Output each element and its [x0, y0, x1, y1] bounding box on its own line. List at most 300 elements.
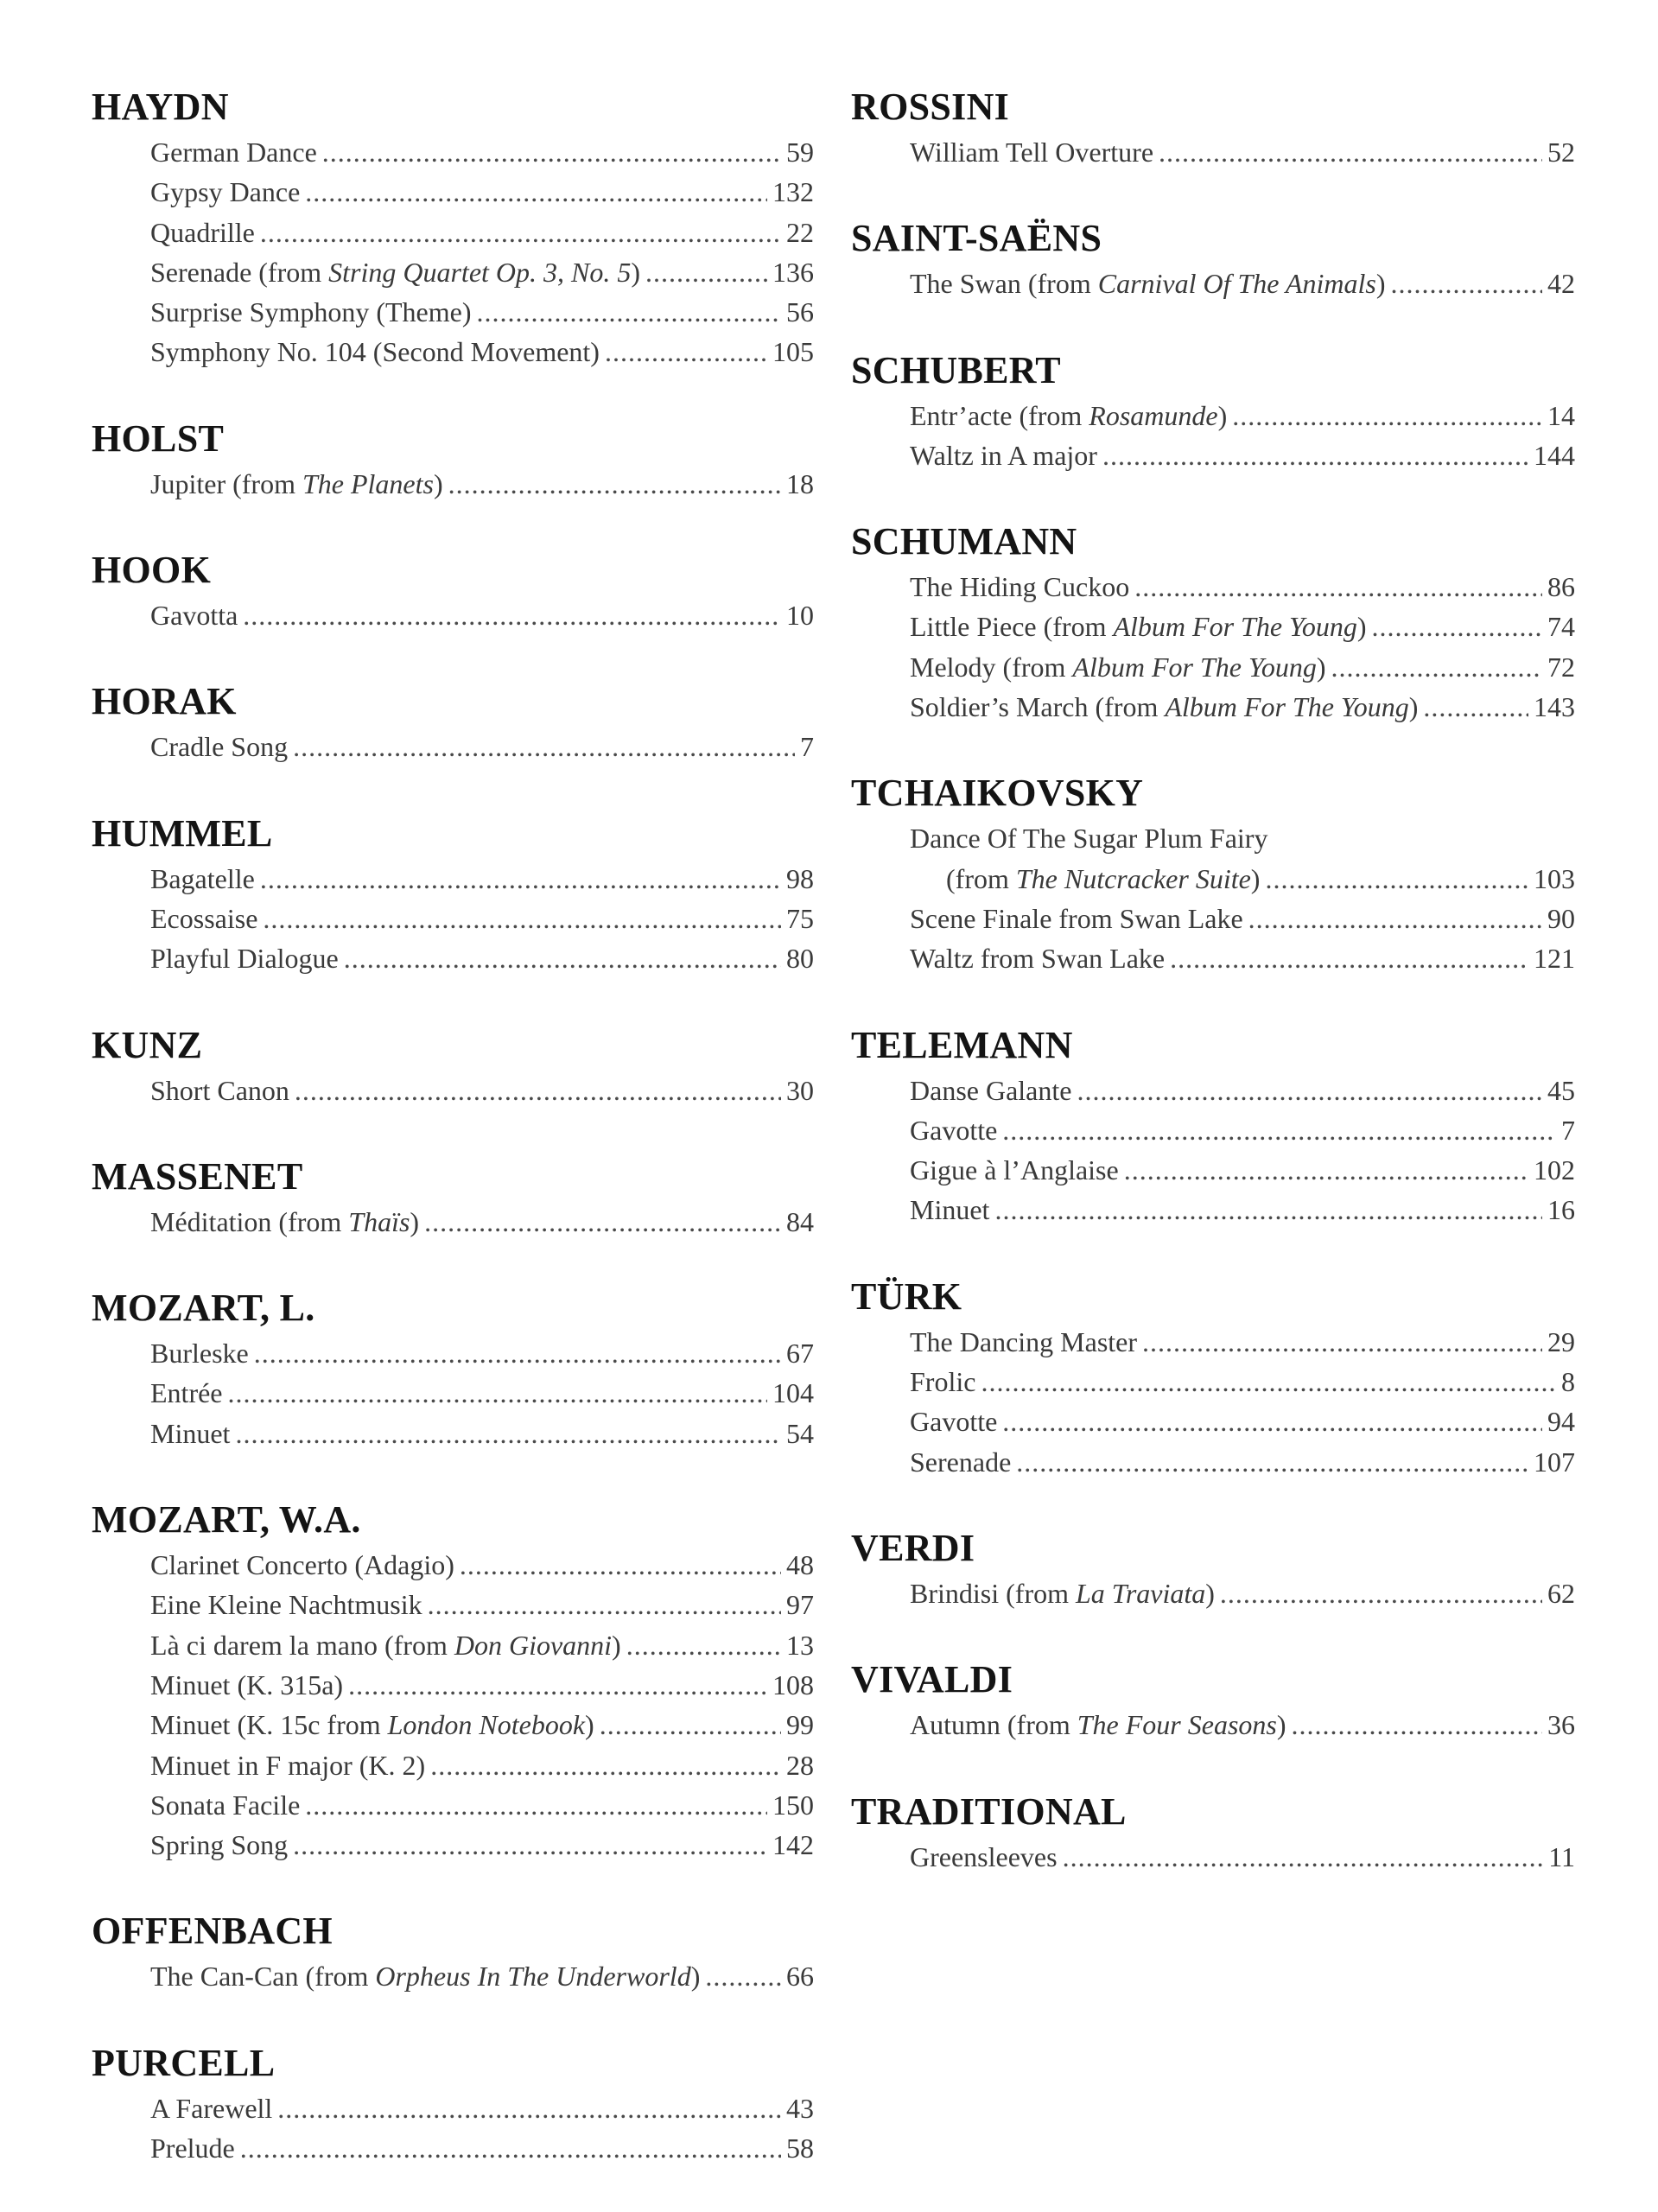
composer-heading: OFFENBACH: [92, 1910, 333, 1953]
dot-leader: [1423, 687, 1528, 727]
piece-title-text: Clarinet Concerto (Adagio): [150, 1549, 454, 1581]
piece-title: [150, 1665, 343, 1705]
composer-section-schubert: [851, 346, 1575, 476]
toc-entry[interactable]: [851, 1837, 1575, 1877]
piece-title: [150, 172, 300, 212]
piece-title: [150, 252, 640, 292]
composer-section-telemann: [851, 1020, 1575, 1230]
page-number: 66: [786, 1961, 814, 1993]
toc-entry[interactable]: [851, 647, 1575, 687]
toc-entry[interactable]: [92, 2128, 814, 2168]
piece-title-text: Little Piece (from: [910, 611, 1114, 643]
piece-source-work: Album For The Young: [1072, 651, 1317, 683]
piece-source-work: Album For The Young: [1165, 691, 1409, 723]
toc-entry[interactable]: [851, 899, 1575, 938]
toc-entry[interactable]: [851, 435, 1575, 475]
page-number: 121: [1534, 943, 1575, 975]
toc-entry[interactable]: [851, 1071, 1575, 1110]
piece-title: [910, 1705, 1286, 1745]
toc-entry[interactable]: [92, 1333, 814, 1373]
page-number: 98: [786, 862, 814, 894]
piece-title-text: The Can-Can (from: [150, 1961, 376, 1993]
piece-title: [150, 1625, 621, 1665]
toc-entry[interactable]: [92, 292, 814, 332]
page-number: 62: [1547, 1577, 1575, 1609]
toc-entry[interactable]: [851, 1110, 1575, 1150]
composer-heading: MOZART, W.A.: [92, 1498, 361, 1541]
composer-section-haydn: [92, 82, 814, 372]
composer-heading: SCHUBERT: [851, 348, 1061, 391]
page-number: 54: [786, 1417, 814, 1449]
toc-entry[interactable]: [92, 859, 814, 899]
toc-entry[interactable]: [92, 2088, 814, 2128]
composer-section-mozart-w-a: [92, 1495, 814, 1865]
piece-title-text: Prelude: [150, 2133, 235, 2164]
composer-section-holst: [92, 414, 814, 504]
piece-title-text: Minuet (K. 315a): [150, 1669, 344, 1700]
dot-leader: [1170, 938, 1528, 978]
page-number: 18: [786, 467, 814, 499]
toc-entry[interactable]: [851, 567, 1575, 607]
dot-leader: [243, 595, 781, 635]
composer-heading: KUNZ: [92, 1023, 203, 1066]
page-number: 11: [1548, 1840, 1575, 1872]
page-number: 132: [772, 176, 814, 208]
dot-leader: [240, 2128, 781, 2168]
composer-heading: HUMMEL: [92, 811, 273, 855]
dot-leader: [626, 1625, 781, 1665]
toc-entry[interactable]: [851, 1402, 1575, 1441]
composer-heading: TELEMANN: [851, 1023, 1073, 1066]
toc-entry[interactable]: [92, 1625, 814, 1665]
piece-title: [910, 1442, 1011, 1482]
composer-heading: VIVALDI: [851, 1658, 1013, 1701]
toc-entry[interactable]: [851, 132, 1575, 172]
piece-title: [150, 2088, 272, 2128]
piece-title-text: Frolic: [910, 1366, 976, 1398]
dot-leader: [228, 1373, 768, 1413]
piece-title: [150, 1414, 230, 1453]
toc-entry[interactable]: [851, 938, 1575, 978]
piece-title-text: Waltz in A major: [910, 439, 1097, 471]
piece-title-text: Danse Galante: [910, 1074, 1072, 1106]
toc-entry[interactable]: [851, 1362, 1575, 1402]
composer-heading: HOOK: [92, 549, 212, 592]
piece-title: [910, 687, 1418, 727]
piece-title: [150, 2128, 235, 2168]
toc-entry[interactable]: [92, 1545, 814, 1585]
piece-title-text: A Farewell: [150, 2092, 273, 2124]
dot-leader: [1142, 1322, 1542, 1362]
toc-entry[interactable]: [851, 818, 1575, 858]
page-number: 86: [1547, 571, 1575, 603]
page-number: 97: [786, 1589, 814, 1621]
composer-section-tchaikovsky: [851, 768, 1575, 978]
piece-title-text: Melody (from: [910, 651, 1073, 683]
dot-leader: [994, 1190, 1542, 1230]
page-number: 28: [786, 1749, 814, 1781]
toc-entry[interactable]: [92, 938, 814, 978]
piece-title-suffix: ): [690, 1961, 701, 1993]
page-number: 16: [1547, 1194, 1575, 1226]
piece-title-text: Playful Dialogue: [150, 943, 339, 975]
piece-title-text: Symphony No. 104 (Second Movement): [150, 336, 600, 368]
toc-entry[interactable]: [92, 1373, 814, 1413]
piece-title-text: Scene Finale from Swan Lake: [910, 902, 1243, 934]
piece-title: [910, 1837, 1058, 1877]
piece-title: [150, 727, 288, 766]
dot-leader: [1002, 1402, 1542, 1441]
dot-leader: [1124, 1150, 1528, 1190]
dot-leader: [705, 1956, 781, 1996]
composer-section-vivaldi: [851, 1655, 1575, 1745]
piece-source-work: Don Giovanni: [454, 1629, 613, 1661]
toc-entry[interactable]: [92, 1414, 814, 1453]
toc-entry[interactable]: [851, 1442, 1575, 1482]
piece-title-text: German Dance: [150, 137, 317, 168]
piece-source-work: The Nutcracker Suite: [1015, 862, 1251, 894]
page-number: 143: [1534, 691, 1575, 723]
page-number: 58: [786, 2133, 814, 2164]
toc-entry[interactable]: [851, 1322, 1575, 1362]
dot-leader: [1134, 567, 1542, 607]
piece-title: [150, 132, 317, 172]
composer-section-verdi: [851, 1523, 1575, 1613]
piece-title: [150, 1585, 422, 1624]
dot-leader: [1390, 264, 1542, 303]
composer-section-saint-saens: [851, 213, 1575, 303]
piece-source-work: Thaïs: [348, 1205, 410, 1237]
page-number: 10: [786, 600, 814, 632]
piece-title: [910, 1071, 1071, 1110]
page-number: 80: [786, 943, 814, 975]
piece-title: [150, 332, 600, 372]
page-number: 72: [1547, 651, 1575, 683]
piece-title-text: Gypsy Dance: [150, 176, 301, 208]
piece-title: [910, 567, 1129, 607]
piece-title: [910, 264, 1385, 303]
dot-leader: [981, 1362, 1556, 1402]
dot-leader: [263, 899, 781, 938]
piece-title-text: Minuet (K. 15c from: [150, 1709, 388, 1741]
page-number: 102: [1534, 1154, 1575, 1186]
composer-heading: HORAK: [92, 680, 237, 723]
toc-entry[interactable]: [92, 899, 814, 938]
composer-section-offenbach: [92, 1906, 814, 1996]
page-number: 36: [1547, 1709, 1575, 1741]
piece-title-text: Gavotte: [910, 1114, 998, 1146]
piece-title-text: Minuet: [910, 1194, 990, 1226]
piece-title: [150, 859, 255, 899]
toc-entry[interactable]: [92, 172, 814, 212]
toc-entry[interactable]: [92, 1745, 814, 1785]
piece-title: [910, 396, 1227, 435]
toc-entry[interactable]: [92, 727, 814, 766]
composer-heading: TCHAIKOVSKY: [851, 772, 1144, 815]
dot-leader: [645, 252, 767, 292]
dot-leader: [1016, 1442, 1528, 1482]
page-number: 48: [786, 1549, 814, 1581]
dot-leader: [260, 213, 781, 252]
piece-source-work: La Traviata: [1075, 1577, 1206, 1609]
page-number: 42: [1547, 268, 1575, 300]
dot-leader: [1102, 435, 1528, 475]
toc-entry[interactable]: [92, 1071, 814, 1110]
piece-title: [150, 1333, 249, 1373]
piece-title-text: Méditation (from: [150, 1205, 349, 1237]
piece-title: [150, 1956, 700, 1996]
composer-heading: PURCELL: [92, 2041, 276, 2084]
piece-title-text: The Hiding Cuckoo: [910, 571, 1130, 603]
page-number: 67: [786, 1338, 814, 1370]
piece-title: [150, 1071, 289, 1110]
page-number: 99: [786, 1709, 814, 1741]
dot-leader: [477, 292, 782, 332]
piece-title-text: Bagatelle: [150, 862, 255, 894]
toc-entry[interactable]: [92, 132, 814, 172]
page-number: 22: [786, 216, 814, 248]
dot-leader: [277, 2088, 781, 2128]
piece-source-work: The Four Seasons: [1077, 1709, 1277, 1741]
composer-heading: MOZART, L.: [92, 1287, 315, 1330]
dot-leader: [1220, 1573, 1542, 1613]
dot-leader: [448, 464, 781, 504]
dot-leader: [600, 1705, 781, 1745]
piece-title: [910, 859, 1260, 899]
page-number: 7: [800, 731, 814, 763]
piece-title-text: Greensleeves: [910, 1840, 1058, 1872]
piece-title-suffix: ): [1205, 1577, 1215, 1609]
piece-title-text: Gigue à l’Anglaise: [910, 1154, 1119, 1186]
piece-source-work: Orpheus In The Underworld: [375, 1961, 691, 1993]
piece-title: [150, 595, 238, 635]
toc-entry[interactable]: [92, 464, 814, 504]
toc-entry[interactable]: [851, 1150, 1575, 1190]
dot-leader: [344, 938, 781, 978]
dot-leader: [1331, 647, 1542, 687]
page-number: 30: [786, 1074, 814, 1106]
piece-title-text: Entrée: [150, 1377, 223, 1409]
toc-entry[interactable]: [92, 595, 814, 635]
piece-title: [910, 899, 1243, 938]
toc-entry[interactable]: [92, 1585, 814, 1624]
dot-leader: [305, 172, 767, 212]
dot-leader: [1077, 1071, 1542, 1110]
page-number: 8: [1561, 1366, 1575, 1398]
piece-title: [150, 899, 257, 938]
piece-title-text: Serenade: [910, 1446, 1012, 1478]
composer-heading: SAINT-SAËNS: [851, 217, 1102, 260]
page-number: 74: [1547, 611, 1575, 643]
page-number: 104: [772, 1377, 814, 1409]
dot-leader: [305, 1785, 767, 1825]
toc-entry[interactable]: [851, 607, 1575, 646]
page-number: 43: [786, 2092, 814, 2124]
dot-leader: [260, 859, 781, 899]
piece-source-work: Rosamunde: [1089, 399, 1218, 431]
composer-section-purcell: [92, 2038, 814, 2169]
dot-leader: [428, 1585, 781, 1624]
page-number: 14: [1547, 399, 1575, 431]
piece-title-text: Là ci darem la mano (from: [150, 1629, 454, 1661]
piece-title-text: Entr’acte (from: [910, 399, 1089, 431]
piece-title-text: Quadrille: [150, 216, 255, 248]
dot-leader: [322, 132, 781, 172]
piece-title: [150, 938, 339, 978]
piece-title-suffix: ): [1408, 691, 1419, 723]
dot-leader: [293, 727, 795, 766]
toc-entry[interactable]: [92, 1825, 814, 1865]
toc-entry[interactable]: [851, 1573, 1575, 1613]
composer-heading: HOLST: [92, 416, 225, 460]
toc-entry[interactable]: [92, 1705, 814, 1745]
piece-title: [150, 1745, 425, 1785]
page-number: 7: [1561, 1114, 1575, 1146]
piece-title: [150, 1373, 223, 1413]
composer-heading: VERDI: [851, 1526, 975, 1569]
dot-leader: [1159, 132, 1542, 172]
dot-leader: [1292, 1705, 1542, 1745]
page-number: 59: [786, 137, 814, 168]
composer-section-horak: [92, 677, 814, 766]
toc-entry[interactable]: [92, 332, 814, 372]
toc-entry[interactable]: [851, 687, 1575, 727]
piece-title-text: Serenade (from: [150, 256, 329, 288]
piece-title: [150, 1705, 594, 1745]
piece-title-suffix: ): [410, 1205, 420, 1237]
dot-leader: [1063, 1837, 1544, 1877]
piece-title-text: Minuet in F major (K. 2): [150, 1749, 426, 1781]
page-number: 150: [772, 1789, 814, 1821]
dot-leader: [254, 1333, 781, 1373]
toc-entry[interactable]: [851, 1705, 1575, 1745]
piece-title-text: (from: [946, 862, 1016, 894]
piece-title-text: Brindisi (from: [910, 1577, 1076, 1609]
composer-section-turk: [851, 1272, 1575, 1482]
page-number: 103: [1534, 862, 1575, 894]
page-number: 142: [772, 1829, 814, 1861]
piece-title: [910, 818, 1267, 858]
toc-entry[interactable]: [92, 213, 814, 252]
dot-leader: [348, 1665, 767, 1705]
composer-section-massenet: [92, 1152, 814, 1242]
piece-title-suffix: ): [1217, 399, 1228, 431]
piece-title-suffix: ): [1375, 268, 1386, 300]
piece-title: [150, 213, 255, 252]
piece-title-text: Burleske: [150, 1338, 249, 1370]
toc-entry[interactable]: [851, 264, 1575, 303]
page-number: 90: [1547, 902, 1575, 934]
page-number: 84: [786, 1205, 814, 1237]
piece-title: [150, 1545, 454, 1585]
composer-section-hook: [92, 545, 814, 635]
page-number: 108: [772, 1669, 814, 1700]
piece-title-text: Eine Kleine Nachtmusik: [150, 1589, 422, 1621]
piece-title-text: Spring Song: [150, 1829, 289, 1861]
piece-title-suffix: ): [1316, 651, 1326, 683]
composer-section-rossini: [851, 82, 1575, 172]
dot-leader: [1232, 396, 1542, 435]
piece-title-suffix: ): [1250, 862, 1261, 894]
dot-leader: [235, 1414, 781, 1453]
piece-title-text: Short Canon: [150, 1074, 289, 1106]
page-number: 29: [1547, 1325, 1575, 1357]
piece-source-work: The Planets: [302, 467, 434, 499]
dot-leader: [293, 1825, 767, 1865]
dot-leader: [1002, 1110, 1556, 1150]
piece-title-text: Surprise Symphony (Theme): [150, 296, 472, 328]
piece-title-text: Sonata Facile: [150, 1789, 301, 1821]
piece-title-text: Autumn (from: [910, 1709, 1077, 1741]
piece-title-suffix: ): [585, 1709, 594, 1741]
piece-title-suffix: ): [1356, 611, 1367, 643]
contents-right-column: [851, 82, 1575, 1918]
toc-entry[interactable]: [92, 1665, 814, 1705]
dot-leader: [1372, 607, 1542, 646]
page-number: 45: [1547, 1074, 1575, 1106]
page-number: 52: [1547, 137, 1575, 168]
toc-entry[interactable]: [92, 252, 814, 292]
page-number: 56: [786, 296, 814, 328]
page-number: 144: [1534, 439, 1575, 471]
composer-heading: TRADITIONAL: [851, 1789, 1127, 1833]
page-number: 94: [1547, 1406, 1575, 1438]
piece-title: [150, 1825, 288, 1865]
piece-title: [910, 1150, 1119, 1190]
composer-heading: ROSSINI: [851, 86, 1010, 128]
page-number: 75: [786, 902, 814, 934]
piece-title-text: Cradle Song: [150, 731, 289, 763]
piece-title: [910, 1362, 975, 1402]
dot-leader: [424, 1202, 781, 1242]
piece-title: [150, 1785, 300, 1825]
piece-source-work: Carnival Of The Animals: [1097, 268, 1376, 300]
contents-left-column: [92, 82, 814, 2209]
piece-title-text: Gavotte: [910, 1406, 998, 1438]
toc-entry[interactable]: [851, 396, 1575, 435]
toc-entry[interactable]: [851, 1190, 1575, 1230]
piece-title: [910, 647, 1325, 687]
toc-entry[interactable]: [92, 1785, 814, 1825]
piece-title: [910, 1402, 997, 1441]
piece-title-text: Ecossaise: [150, 902, 258, 934]
composer-section-kunz: [92, 1020, 814, 1110]
toc-entry[interactable]: [92, 1202, 814, 1242]
page-number: 136: [772, 256, 814, 288]
piece-title-text: Waltz from Swan Lake: [910, 943, 1166, 975]
composer-section-mozart-l: [92, 1283, 814, 1453]
piece-title: [910, 1190, 989, 1230]
composer-section-traditional: [851, 1787, 1575, 1877]
piece-source-work: Album For The Young: [1113, 611, 1357, 643]
piece-title: [910, 607, 1367, 646]
composer-heading: MASSENET: [92, 1154, 303, 1198]
piece-title-text: William Tell Overture: [910, 137, 1154, 168]
dot-leader: [1248, 899, 1542, 938]
page-number: 107: [1534, 1446, 1575, 1478]
piece-title-text: Soldier’s March (from: [910, 691, 1166, 723]
composer-heading: HAYDN: [92, 86, 229, 128]
composer-heading: TÜRK: [851, 1274, 962, 1318]
piece-title: [910, 1110, 997, 1150]
toc-entry[interactable]: [851, 859, 1575, 899]
piece-title-text: The Dancing Master: [910, 1325, 1138, 1357]
piece-title: [910, 132, 1153, 172]
toc-entry[interactable]: [92, 1956, 814, 1996]
piece-title: [910, 435, 1097, 475]
composer-section-hummel: [92, 809, 814, 979]
dot-leader: [460, 1545, 781, 1585]
